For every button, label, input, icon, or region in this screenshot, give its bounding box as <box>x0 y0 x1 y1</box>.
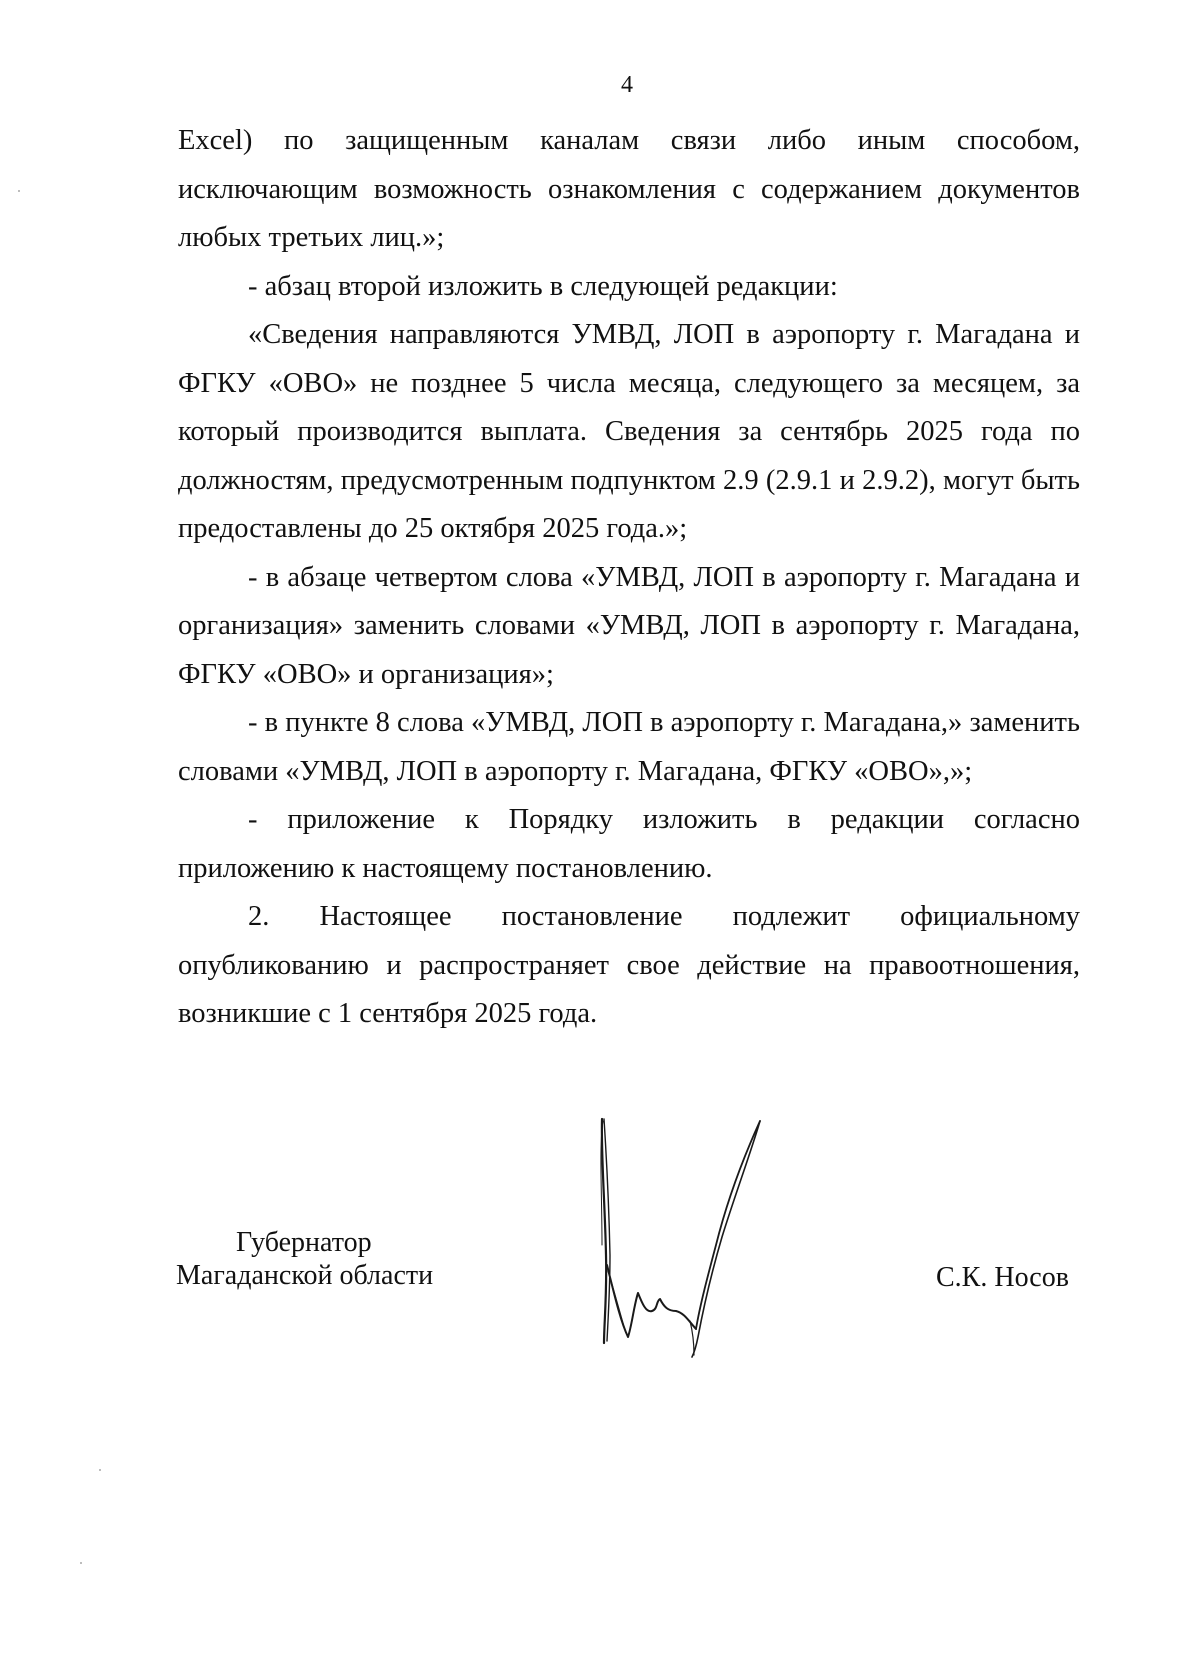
scan-speck <box>18 190 20 192</box>
paragraph-2: - абзац второй изложить в следующей редакции: <box>248 270 838 302</box>
document-body <box>178 117 1080 1039</box>
signatory-position-line1: Губернатор <box>236 1227 372 1258</box>
paragraph-5: - в пункте 8 слова «УМВД, ЛОП в аэропорту г. Магадана,» заменить словами «УМВД, ЛОП в аэропорту г. Магадана, ФГКУ «ОВО»,»; <box>178 707 1080 787</box>
page-number: 4 <box>621 72 633 98</box>
handwritten-signature <box>590 1115 790 1375</box>
paragraph-4: - в абзаце четвертом слова «УМВД, ЛОП в аэропорту г. Магадана и организация» заменить словами «УМВД, ЛОП в аэропорту г. Магадана, ФГКУ «ОВО» и организация»; <box>178 561 1080 690</box>
paragraph-7: 2. Настоящее постановление подлежит официальному опубликованию и распространяет свое действие на правоотношения, возникшие с 1 сентября 2025 года. <box>178 901 1080 1029</box>
signatory-name: С.К. Носов <box>936 1262 1069 1293</box>
signatory-position <box>176 1226 433 1292</box>
paragraph-1: Excel) по защищенным каналам связи либо иным способом, исключающим возможность ознакомления с содержанием документов любых третьих лиц.»; <box>178 125 1080 253</box>
signatory-position-line2: Магаданской области <box>176 1260 434 1291</box>
paragraph-6: - приложение к Порядку изложить в редакции согласно приложению к настоящему постановлению. <box>178 804 1080 884</box>
scan-speck <box>99 1469 101 1471</box>
scan-speck <box>80 1562 82 1564</box>
paragraph-3: «Сведения направляются УМВД, ЛОП в аэропорту г. Магадана и ФГКУ «ОВО» не позднее 5 числа месяца, следующего за месяцем, за который производится выплата. Сведения за сентябрь 2025 года по должностям, предусмотренным подпунктом 2.9 (2.9.1 и 2.9.2), могут быть предоставлены до 25 октября 2025 года.»; <box>178 319 1080 544</box>
